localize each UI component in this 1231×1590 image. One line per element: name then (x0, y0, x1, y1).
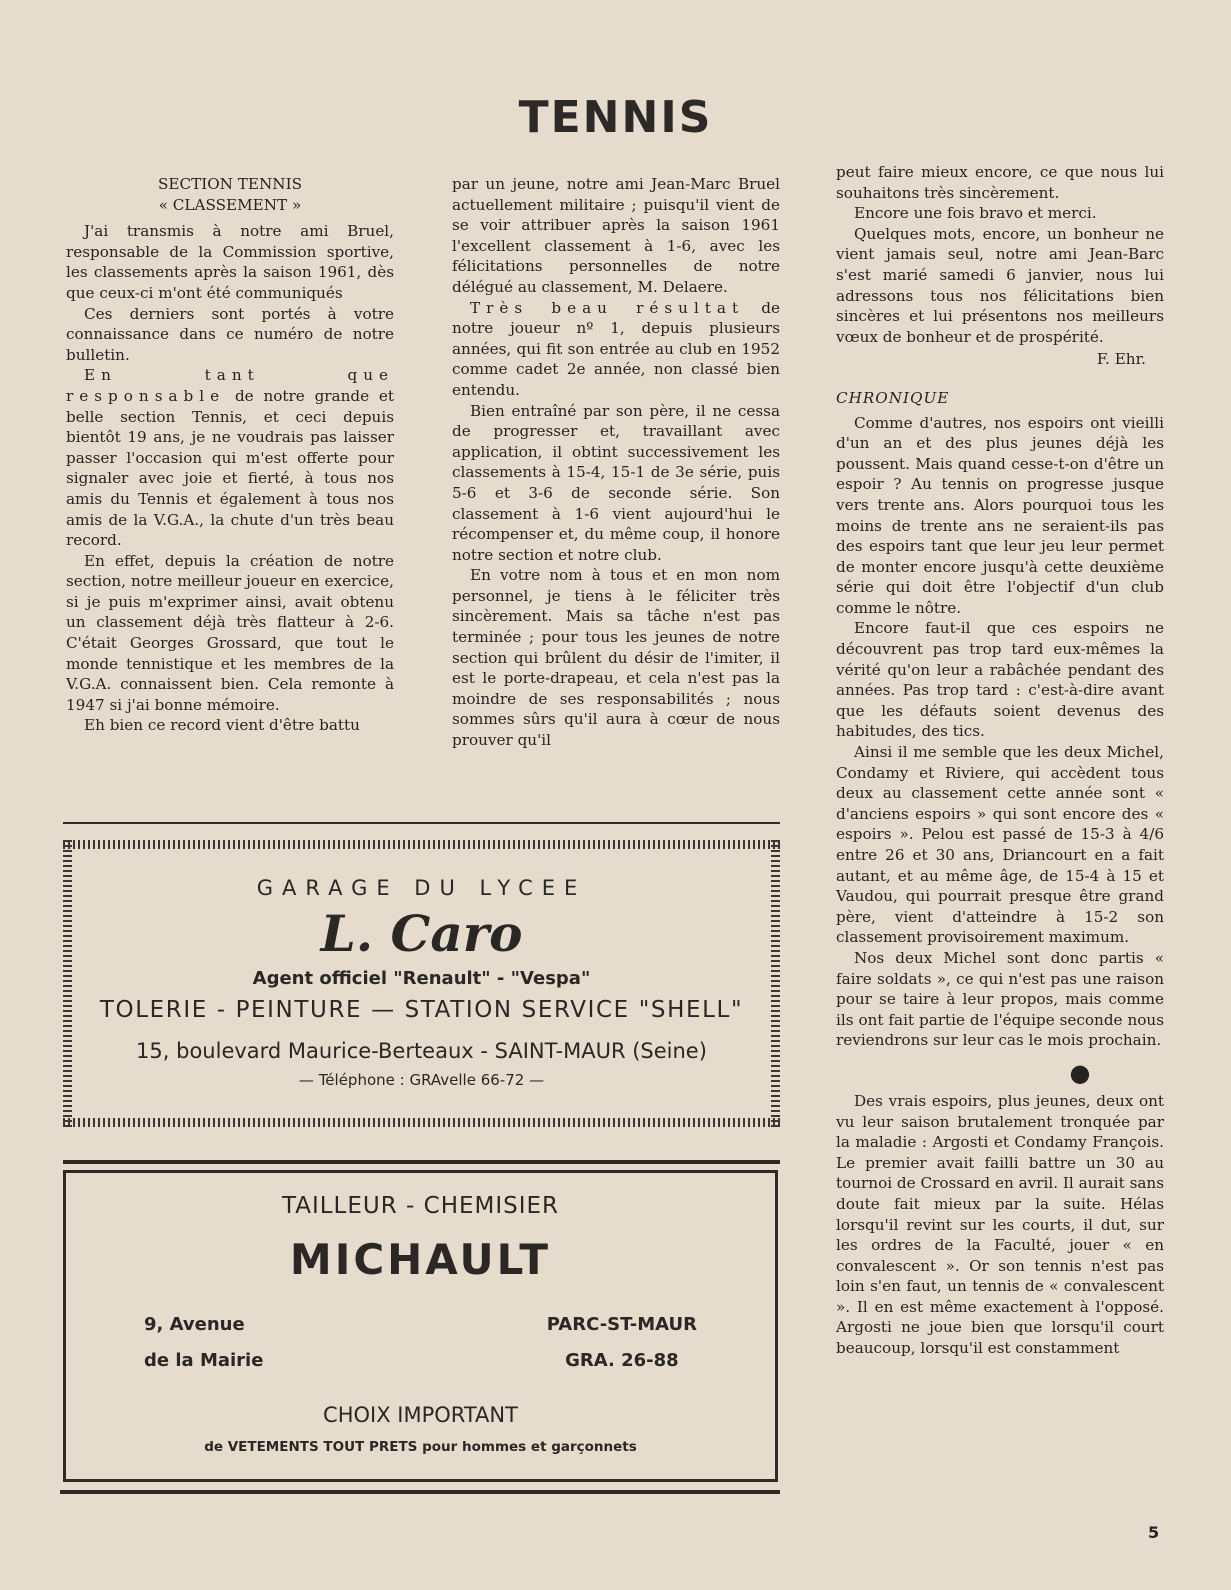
spaced-phrase: En tant que responsable (66, 366, 394, 405)
ad-address-line: 9, Avenue (144, 1314, 245, 1335)
paragraph: Eh bien ce record vient d'être battu (84, 716, 360, 735)
paragraph: J'ai transmis à notre ami Bruel, responsable de la Commission sportive, les classements après la saison 1961, dès que ceux-ci m'ont été communiqués (66, 222, 394, 302)
paragraph (66, 365, 394, 550)
ad-address: 15, boulevard Maurice-Berteaux - SAINT-MAUR (Seine) (136, 1039, 707, 1063)
divider-rule (63, 822, 780, 824)
paragraph (452, 298, 780, 401)
section-subtitle: « CLASSEMENT » (158, 195, 302, 214)
paragraph: En votre nom à tous et en mon nom personnel, je tiens à le féliciter très sincèrement. Mais sa tâche n'est pas terminée ; pour tous les jeunes de notre section qui brûlent du désir de l'imiter, il est le porte-drapeau, et cela n'est pas la moindre de ses responsabilités ; nous sommes sûrs qu'il aura à cœur de nous prouver qu'il (452, 566, 780, 750)
article-column-3 (836, 162, 1164, 1359)
ad-location-block (547, 1307, 697, 1379)
ad-phone: GRA. 26-88 (565, 1350, 679, 1371)
ad-tagline: CHOIX IMPORTANT (323, 1403, 518, 1427)
ad-agent-line: Agent officiel "Renault" - "Vespa" (252, 968, 591, 989)
paragraph: Quelques mots, encore, un bonheur ne vient jamais seul, notre ami Jean-Barc s'est marié samedi 6 janvier, nous lui adressons tous nos félicitations bien sincères et lui présentons nos meilleurs vœux de bonheur et de prospérité. (836, 224, 1164, 346)
paragraph: Encore une fois bravo et merci. (854, 204, 1097, 223)
article-column-1 (66, 174, 394, 736)
ad-business-name: MICHAULT (289, 1235, 552, 1284)
paragraph: par un jeune, notre ami Jean-Marc Bruel actuellement militaire ; puisqu'il vient de se voir attribuer après la saison 1961 l'excellent classement à 1-6, avec les félicitations personnelles de notre délégué au classement, M. Delaere. (452, 175, 780, 296)
signature: F. Ehr. (1096, 350, 1146, 369)
ad-heading: TAILLEUR - CHEMISIER (281, 1193, 560, 1219)
ad-phone: — Téléphone : GRAvelle 66-72 — (298, 1071, 545, 1089)
ad-heading: GARAGE DU LYCEE (256, 876, 587, 900)
article-column-2 (452, 174, 780, 751)
paragraph: Ces derniers sont portés à votre connaissance dans ce numéro de notre bulletin. (66, 304, 394, 364)
advertisement-tailor (63, 1170, 778, 1482)
paragraph: Des vrais espoirs, plus jeunes, deux ont vu leur saison brutalement tronquée par la maladie : Argosti et Condamy François. Le premier avait failli battre un 30 au tournoi de Crossard en avril. Il aurait sans doute fait mieux par la suite. Hélas lorsqu'il revint sur les courts, il dut, sur les ordres de la Faculté, jouer « en convalescent ». Or son tennis n'est pas loin s'en faut, un tennis de « convalescent ». Il en est même exactement à l'opposé. Argosti ne joue bien que lorsqu'il court beaucoup, lorsqu'il est constamment (836, 1091, 1164, 1358)
paragraph: Nos deux Michel sont donc partis « faire soldats », ce qui n'est pas une raison pour se taire à leur propos, mais comme ils ont fait partie de l'équipe seconde nous reviendrons sur leur cas le mois prochain. (836, 948, 1164, 1050)
bullet-separator: ● (1069, 1058, 1091, 1087)
advertisement-garage (63, 840, 780, 1127)
paragraph: Ainsi il me semble que les deux Michel, Condamy et Riviere, qui accèdent tous deux au classement cette année sont « d'anciens espoirs » qui sont encore des « espoirs ». Pelou est passé de 15-3 à 4/6 entre 26 et 30 ans, Driancourt en a fait autant, et au même âge, de 15-4 à 15 et Vaudou, qui pourrait presque être grand père, vient d'atteindre à 15-2 son classement provisoirement maximum. (836, 743, 1164, 947)
page-number: 5 (1148, 1523, 1160, 1542)
divider-rule (60, 1490, 780, 1494)
ad-address-line: de la Mairie (144, 1350, 264, 1371)
paragraph: peut faire mieux encore, ce que nous lui souhaitons très sincèrement. (836, 163, 1164, 202)
section-heading: SECTION TENNIS (157, 175, 302, 193)
paragraph: Comme d'autres, nos espoirs ont vieilli d'un an et des plus jeunes déjà les poussent. Mais quand cesse-t-on d'être un espoir ? Au tennis on progresse jusque vers trente ans. Alors pourquoi tous les moins de trente ans ne seraient-ils pas des espoirs tant que leur jeu leur permet de monter encore jusqu'à cette deuxième série qui doit être l'objectif d'un club comme le nôtre. (836, 413, 1164, 617)
paragraph-text: de notre joueur nº 1, depuis plusieurs années, qui fit son entrée au club en 1952 comme cadet 2e année, non classé bien entendu. (452, 298, 780, 399)
ad-business-name: L. Caro (320, 904, 523, 963)
page-title: TENNIS (518, 92, 713, 143)
ad-location: PARC-ST-MAUR (546, 1314, 697, 1335)
divider-rule (63, 1160, 780, 1164)
ad-services: TOLERIE - PEINTURE — STATION SERVICE "SHELL" (99, 997, 744, 1023)
chronique-heading: CHRONIQUE (836, 388, 950, 407)
paragraph: En effet, depuis la création de notre section, notre meilleur joueur en exercice, si je puis m'exprimer ainsi, avait obtenu un classement déjà très flatteur à 2-6. C'était Georges Grossard, que tout le monde tennistique et les membres de la V.G.A. connaissent bien. Cela remonte à 1947 si j'ai bonne mémoire. (66, 551, 394, 714)
paragraph: Bien entraîné par son père, il ne cessa de progresser et, travaillant avec application, il obtint successivement les classements à 15-4, 15-1 de 3e série, puis 5-6 et 3-6 de seconde série. Son classement à 1-6 vient aujourd'hui le récompenser et, du même coup, il honore notre section et notre club. (452, 401, 780, 564)
paragraph-text: de notre grande et belle section Tennis, et ceci depuis bientôt 19 ans, je ne voudrais pas laisser passer l'occasion qui m'est offerte pour signaler avec joie et fierté, à tous nos amis du Tennis et également à tous nos amis de la V.G.A., la chute d'un très beau record. (66, 386, 395, 550)
spaced-phrase: Très beau résultat (470, 298, 745, 317)
ad-address-block (144, 1307, 263, 1379)
ad-subline: de VETEMENTS TOUT PRETS pour hommes et garçonnets (204, 1439, 637, 1455)
paragraph: Encore faut-il que ces espoirs ne découvrent pas trop tard eux-mêmes la vérité qu'on leur a rabâchée pendant des années. Pas trop tard : c'est-à-dire avant que les défauts soient devenus des habitudes, des tics. (836, 619, 1164, 741)
